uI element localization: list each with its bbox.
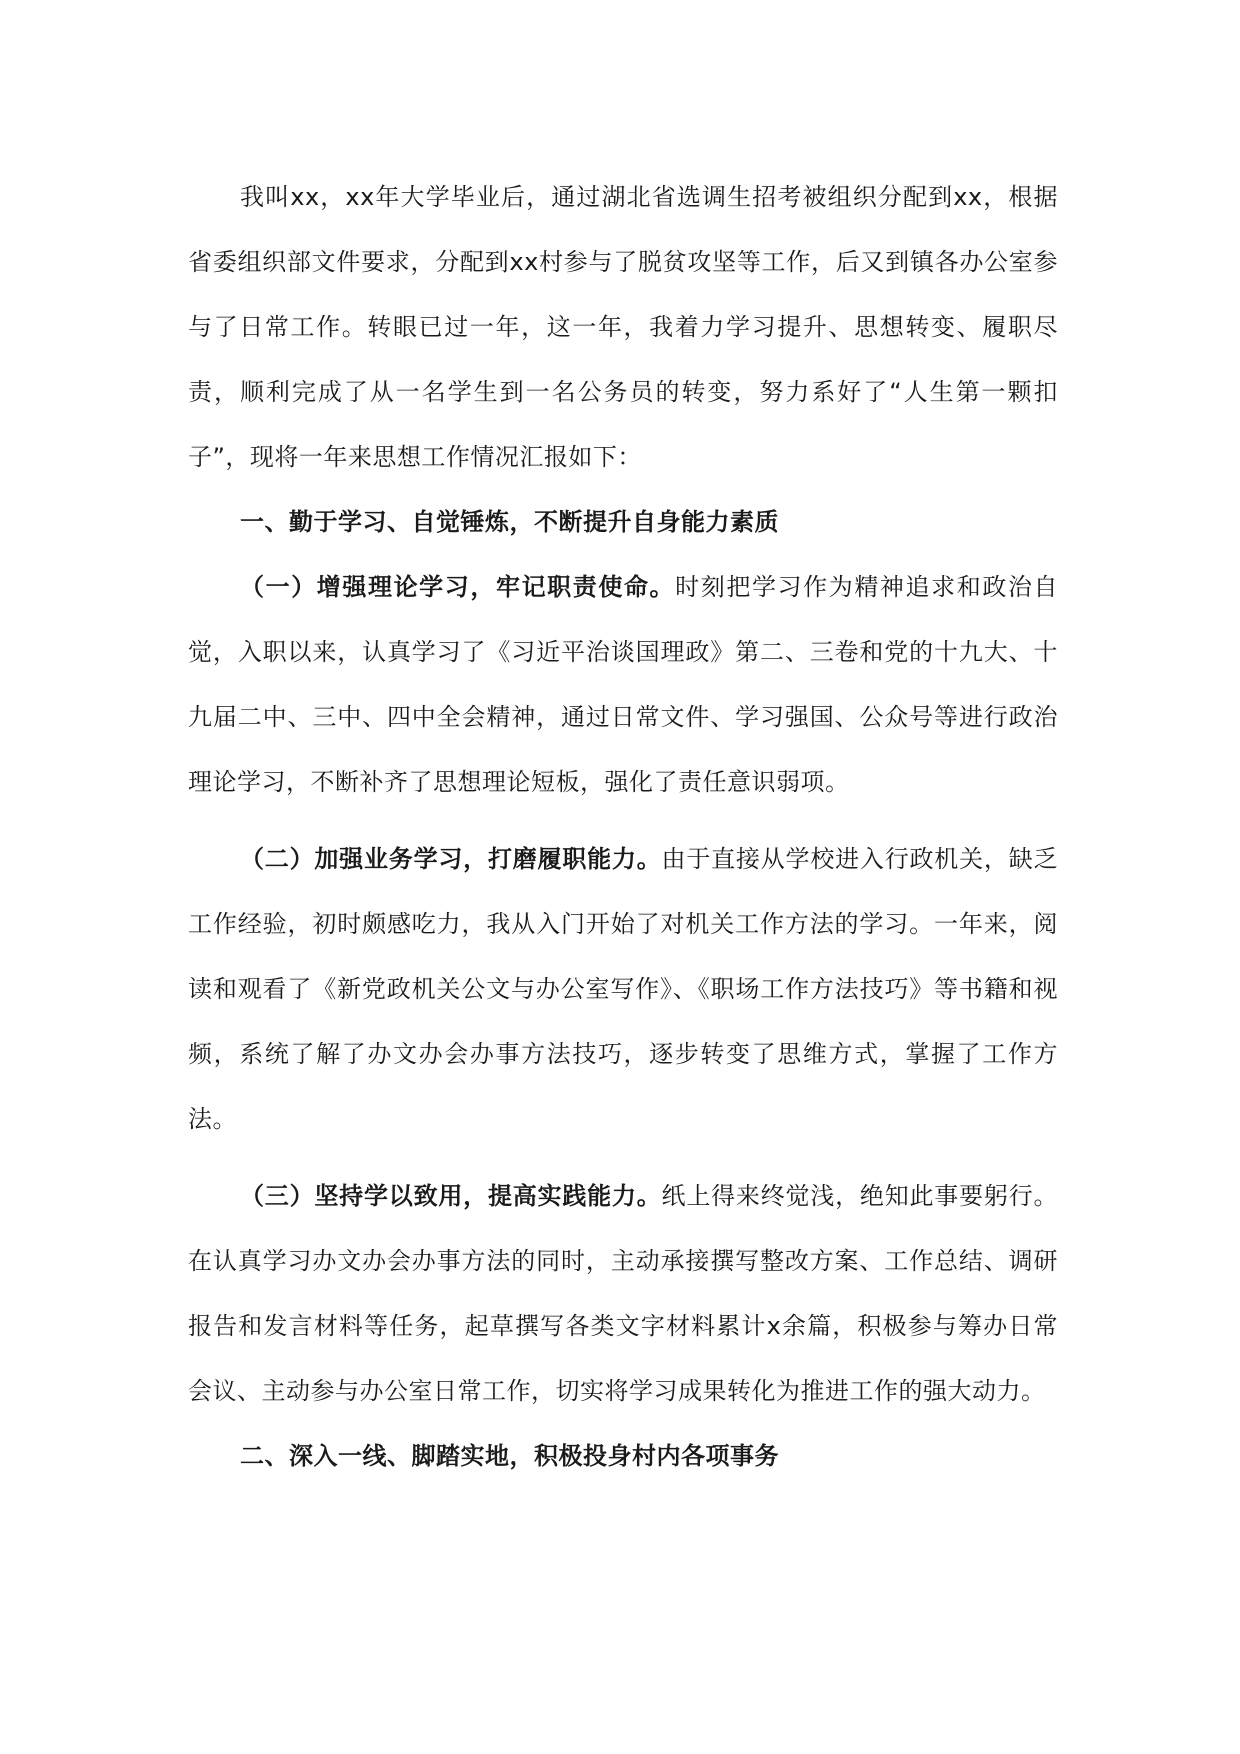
- item-2-body: 由于直接从学校进入行政机关，缺乏工作经验，初时颇感吃力，我从入门开始了对机关工作方法的学习。一年来，阅读和观看了《新党政机关公文与办公室写作》、《职场工作方法技巧》等书籍和视频，系统了解了办文办会办事方法技巧，逐步转变了思维方式，掌握了工作方法。: [188, 845, 1058, 1133]
- section-2-heading: 二、深入一线、脚踏实地，积极投身村内各项事务: [240, 1442, 779, 1470]
- section-1-item-2: [188, 827, 1058, 1152]
- section-1-item-1: [188, 555, 1058, 815]
- document-body: [188, 165, 1058, 1489]
- item-3-title: （三）坚持学以致用，提高实践能力。: [240, 1182, 662, 1210]
- section-1-item-3: [188, 1164, 1058, 1424]
- section-1-heading: 一、勤于学习、自觉锤炼，不断提升自身能力素质: [240, 508, 779, 536]
- item-2-title: （二）加强业务学习，打磨履职能力。: [240, 845, 662, 873]
- item-1-body: 时刻把学习作为精神追求和政治自觉，入职以来，认真学习了《习近平治谈国理政》第二、三卷和党的十九大、十九届二中、三中、四中全会精神，通过日常文件、学习强国、公众号等进行政治理论学习，不断补齐了思想理论短板，强化了责任意识弱项。: [188, 573, 1059, 796]
- item-3-body: 纸上得来终觉浅，绝知此事要躬行。在认真学习办文办会办事方法的同时，主动承接撰写整改方案、工作总结、调研报告和发言材料等任务，起草撰写各类文字材料累计x余篇，积极参与筹办日常会议、主动参与办公室日常工作，切实将学习成果转化为推进工作的强大动力。: [188, 1182, 1058, 1405]
- intro-paragraph: 我叫xx，xx年大学毕业后，通过湖北省选调生招考被组织分配到xx，根据省委组织部文件要求，分配到xx村参与了脱贫攻坚等工作，后又到镇各办公室参与了日常工作。转眼已过一年，这一年，我着力学习提升、思想转变、履职尽责，顺利完成了从一名学生到一名公务员的转变，努力系好了“人生第一颗扣子”，现将一年来思想工作情况汇报如下：: [188, 183, 1058, 471]
- item-1-title: （一）增强理论学习，牢记职责使命。: [240, 573, 676, 601]
